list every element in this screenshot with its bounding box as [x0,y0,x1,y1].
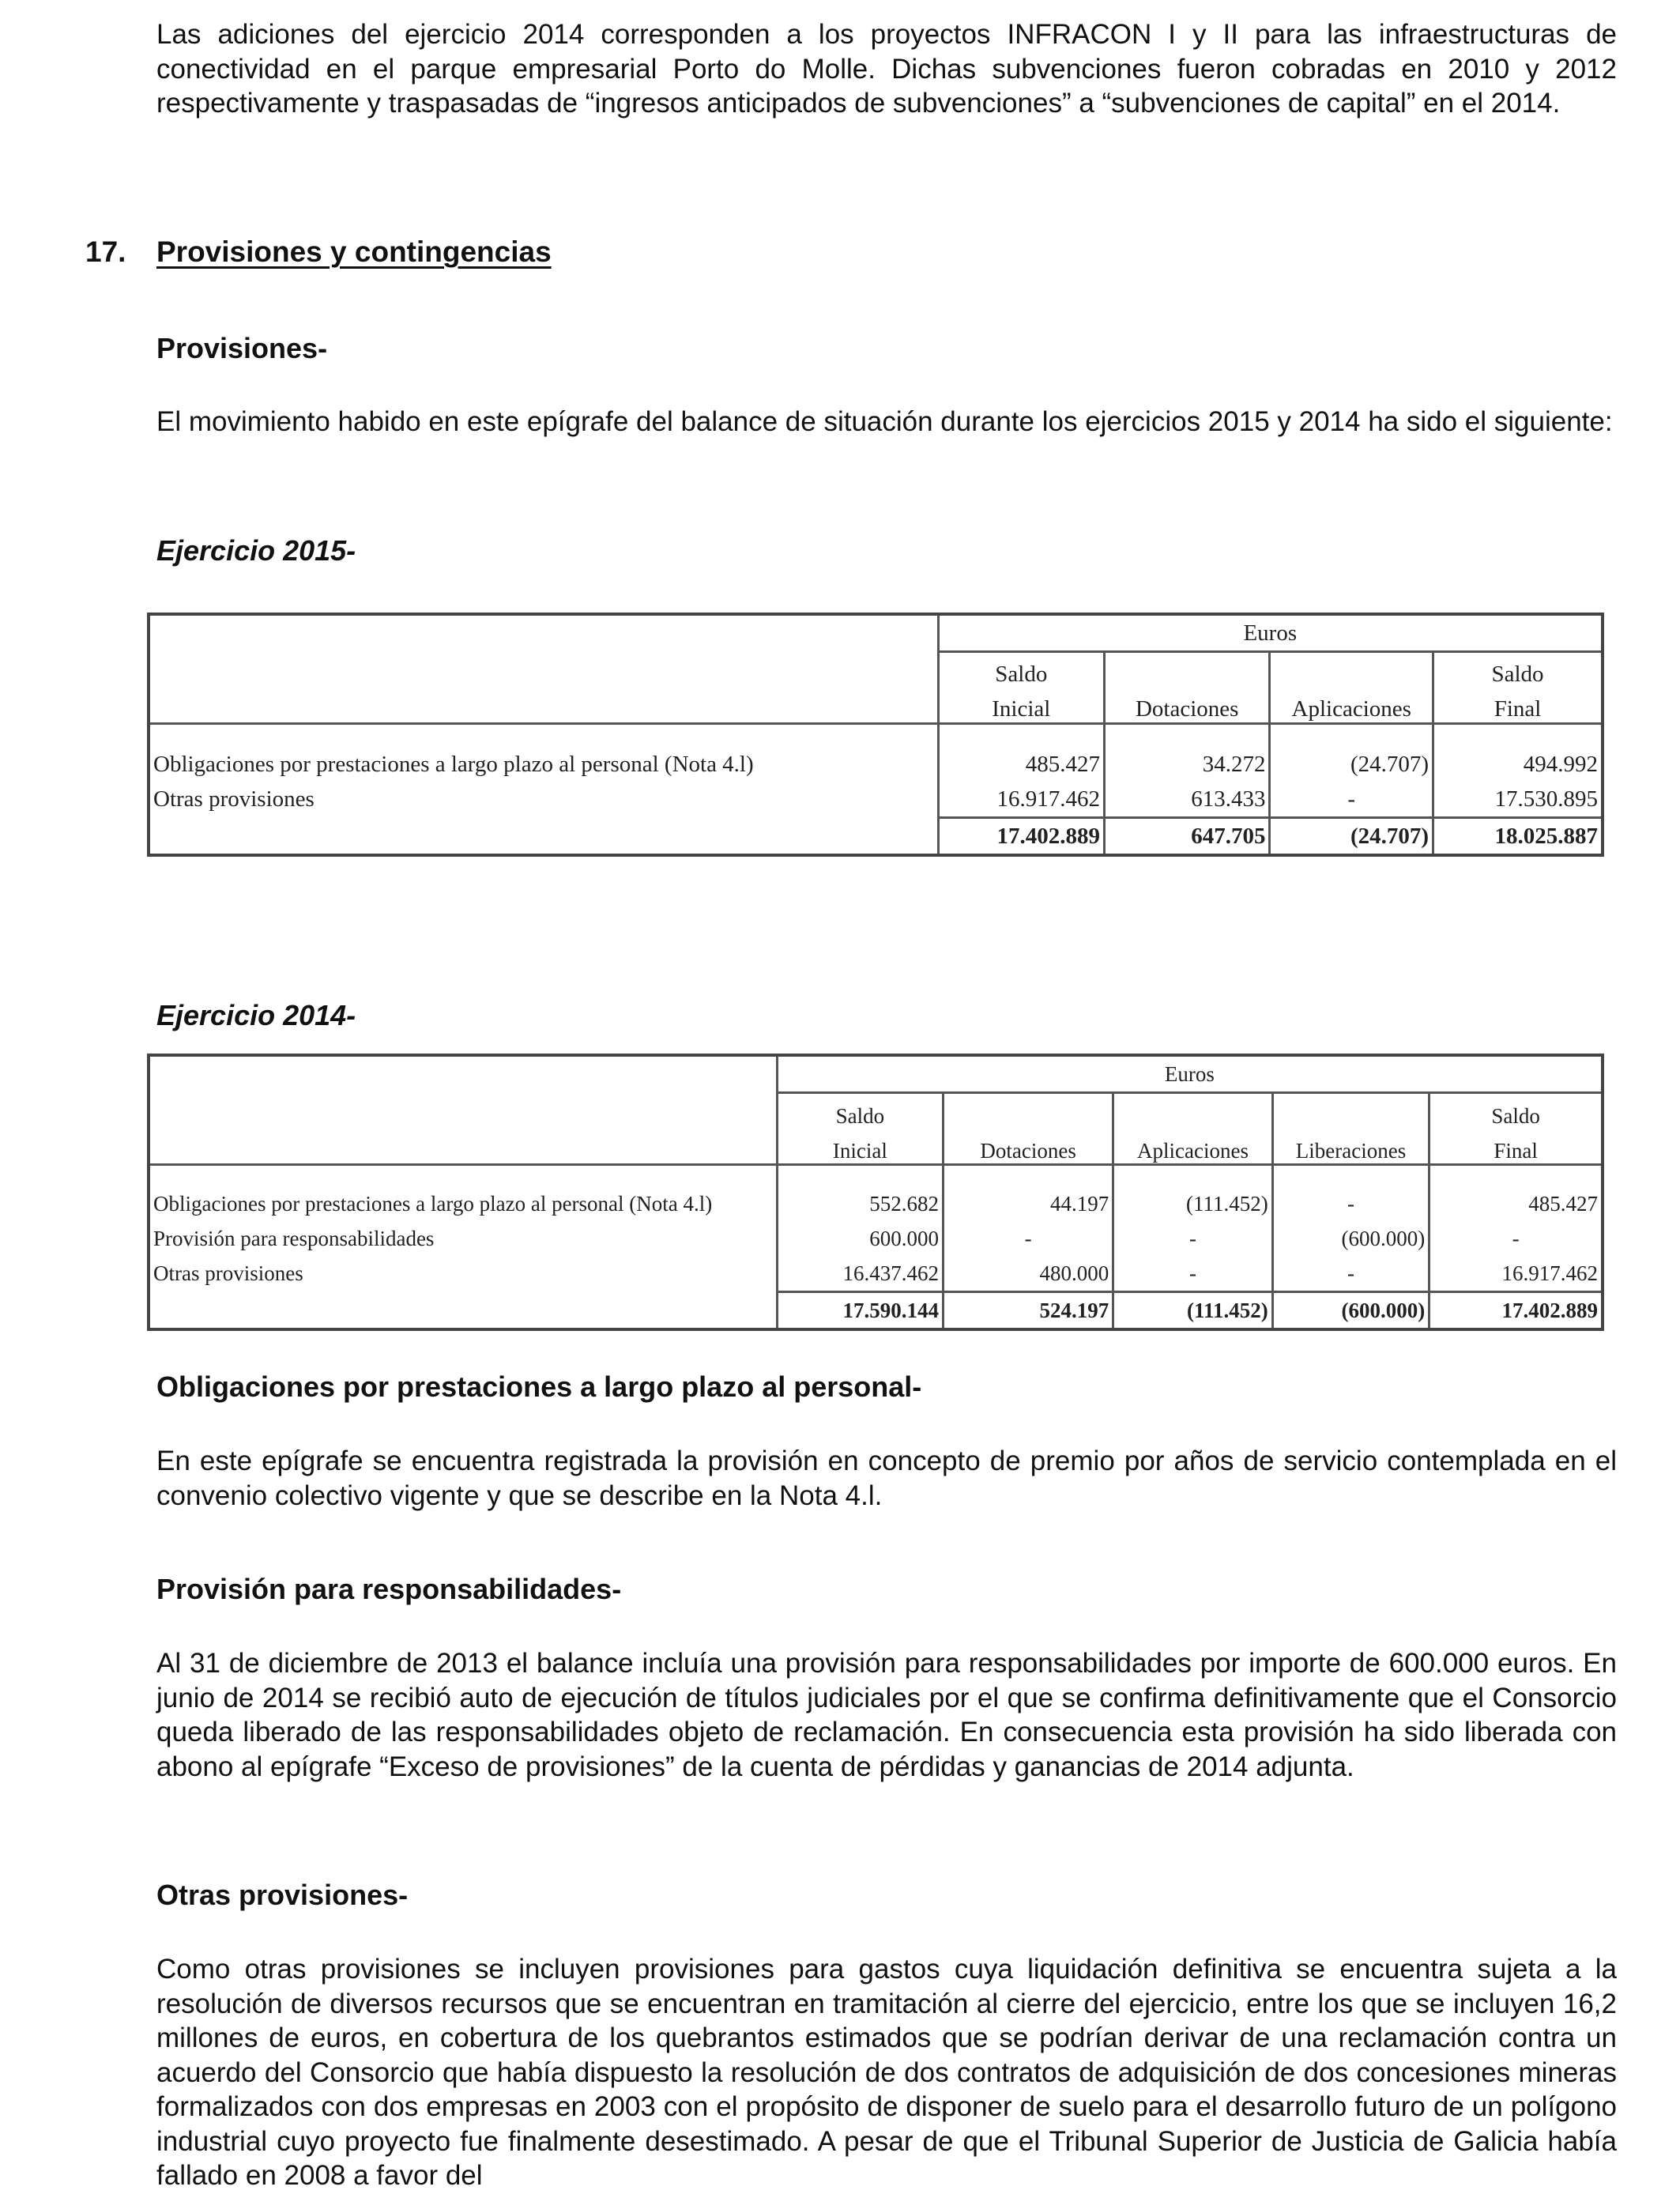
table-2014-header-dotaciones-l1 [944,1093,1113,1129]
otras-text: Como otras provisiones se incluyen provisiones para gastos cuya liquidación definitiva se encuentra sujeta a la resolución de diversos recursos que se encuentran en tramitación al cierre del ejercicio, entre los que se incluyen 16,2 millones de euros, en cobertura de los quebrantos estimados que se podrían derivar de una reclamación contra un acuerdo del Consorcio que había dispuesto la resolución de dos contratos de adquisición de dos concesiones mineras formalizados con dos empresas en 2003 con el propósito de disponer de suelo para el desarrollo futuro de un polígono industrial cuyo proyecto fue finalmente desestimado. A pesar de que el Tribunal Superior de Justicia de Galicia había fallado en 2008 a favor del [156,1954,1617,2191]
table-2014-row-label: Obligaciones por prestaciones a largo plazo al personal (Nota 4.l) [149,1186,777,1221]
table-2014-gap-4 [1272,1165,1430,1187]
table-cell: 552.682 [777,1186,943,1221]
table-2014-header-saldo-inicial-l2: Inicial [777,1129,943,1165]
table-2015 [147,613,1604,857]
table-row [149,1256,1603,1292]
table-2015-currency: Euros [938,614,1603,652]
table-cell: - [1272,1256,1430,1292]
table-2014-gap-3 [1113,1165,1273,1187]
table-total-cell: 17.590.144 [777,1292,943,1330]
responsabilidades-heading: Provisión para responsabilidades- [156,1573,622,1605]
table-row [149,1186,1603,1221]
table-2014-header-spacer [149,1055,777,1165]
table-cell: 44.197 [944,1186,1113,1221]
provisiones-heading: Provisiones- [156,332,328,364]
intro-paragraph: Las adiciones del ejercicio 2014 corresponden a los proyectos INFRACON I y II para las infraestructuras de conectividad en el parque empresarial Porto do Molle. Dichas subvenciones fueron cobradas en 2010 y 2012 respectivamente y traspasadas de “ingresos anticipados de subvenciones” a “subvenciones de capital” en el 2014. [156,19,1617,119]
table-2014-gap-2 [944,1165,1113,1187]
table-2015-header-dotaciones-l2: Dotaciones [1105,688,1270,724]
table-cell: 17.530.895 [1494,786,1598,812]
table-total-cell: 18.025.887 [1433,818,1603,856]
table-2014-gap-label [149,1165,777,1187]
obligaciones-text: En este epígrafe se encuentra registrada la provisión en concepto de premio por años de servicio contemplada en el convenio colectivo vigente y que se describe en la Nota 4.l. [156,1446,1617,1511]
section-number: 17. [85,236,126,268]
table-2015-header-saldo-final-l1: Saldo [1491,662,1544,687]
table-cell: 34.272 [1105,747,1270,782]
table-2014 [147,1054,1604,1331]
table-2015-gap-1 [938,724,1104,748]
table-2014-caption: Ejercicio 2014- [156,999,356,1031]
table-cell: 494.992 [1523,751,1598,777]
table-total-cell: (600.000) [1272,1292,1430,1330]
table-2014-header-dotaciones-l2: Dotaciones [944,1129,1113,1165]
table-row [149,747,1603,782]
table-2015-header-saldo-inicial-l2: Inicial [938,688,1104,724]
table-cell: (24.707) [1270,747,1433,782]
table-2014-gap-5 [1430,1165,1603,1187]
table-2015-caption: Ejercicio 2015- [156,534,356,567]
table-cell: 613.433 [1105,782,1270,818]
section-title-text: Provisiones y contingencias [156,236,552,268]
table-cell: 16.917.462 [1501,1261,1598,1285]
table-cell: 480.000 [944,1256,1113,1292]
table-2015-header-aplicaciones-l2: Aplicaciones [1270,688,1433,724]
table-2015-gap-label [149,724,938,748]
table-cell: 16.917.462 [938,782,1104,818]
table-2014-header-liberaciones-l1 [1272,1093,1430,1129]
table-2014-row-label: Otras provisiones [149,1256,777,1292]
table-2015-gap-2 [1105,724,1270,748]
table-total-cell: 647.705 [1105,818,1270,856]
table-total-row [149,818,1603,856]
obligaciones-heading: Obligaciones por prestaciones a largo plazo al personal- [156,1370,922,1403]
table-total-cell: 524.197 [944,1292,1113,1330]
table-total-cell: 17.402.889 [1430,1292,1603,1330]
table-total-row [149,1292,1603,1330]
provisiones-intro: El movimiento habido en este epígrafe del balance de situación durante los ejercicios 2015 y 2014 ha sido el siguiente: [156,406,1613,437]
table-total-cell: 17.402.889 [938,818,1104,856]
table-cell: 485.427 [1528,1191,1598,1216]
table-total-cell: (111.452) [1113,1292,1273,1330]
table-row [149,782,1603,818]
table-2015-gap-3 [1270,724,1433,748]
otras-heading: Otras provisiones- [156,1879,409,1911]
section-title [85,236,552,269]
table-cell: 16.437.462 [777,1256,943,1292]
table-2014-gap-1 [777,1165,943,1187]
table-cell: - [1270,782,1433,818]
table-cell: - [1113,1256,1273,1292]
table-2015-row-label: Obligaciones por prestaciones a largo plazo al personal (Nota 4.l) [149,747,938,782]
responsabilidades-text: Al 31 de diciembre de 2013 el balance incluía una provisión para responsabilidades por importe de 600.000 euros. En junio de 2014 se recibió auto de ejecución de títulos judiciales por el que se confirma definitivamente que el Consorcio queda liberado de las responsabilidades objeto de reclamación. En consecuencia esta provisión ha sido liberada con abono al epígrafe “Exceso de provisiones” de la cuenta de pérdidas y ganancias de 2014 adjunta. [156,1648,1617,1782]
table-2014-row-label: Provisión para responsabilidades [149,1221,777,1256]
table-2014-header-saldo-final-l2: Final [1430,1129,1603,1165]
table-row [149,1221,1603,1256]
table-2014-header-saldo-final-l1: Saldo [1491,1104,1540,1128]
table-cell: 485.427 [938,747,1104,782]
table-2014-header-aplicaciones-l1 [1113,1093,1273,1129]
table-2014-header-liberaciones-l2: Liberaciones [1272,1129,1430,1165]
table-2015-header-spacer [149,614,938,724]
table-cell: (600.000) [1272,1221,1430,1256]
table-2015-header-aplicaciones-l1 [1270,652,1433,688]
table-2015-header-saldo-inicial-l1: Saldo [938,652,1104,688]
table-cell: - [1512,1226,1520,1250]
table-cell: - [944,1221,1113,1256]
table-cell: - [1272,1186,1430,1221]
table-2015-row-label: Otras provisiones [149,782,938,818]
table-cell: 600.000 [777,1221,943,1256]
table-2014-currency: Euros [777,1055,1603,1093]
table-cell: (111.452) [1113,1186,1273,1221]
table-cell: - [1113,1221,1273,1256]
table-2015-header-saldo-final-l2: Final [1433,688,1603,724]
table-2015-total-label [149,818,938,856]
table-2014-total-label [149,1292,777,1330]
table-2014-header-saldo-inicial-l1: Saldo [777,1093,943,1129]
table-2014-header-aplicaciones-l2: Aplicaciones [1113,1129,1273,1165]
table-2015-gap-4 [1433,724,1603,748]
table-2015-header-dotaciones-l1 [1105,652,1270,688]
table-total-cell: (24.707) [1270,818,1433,856]
